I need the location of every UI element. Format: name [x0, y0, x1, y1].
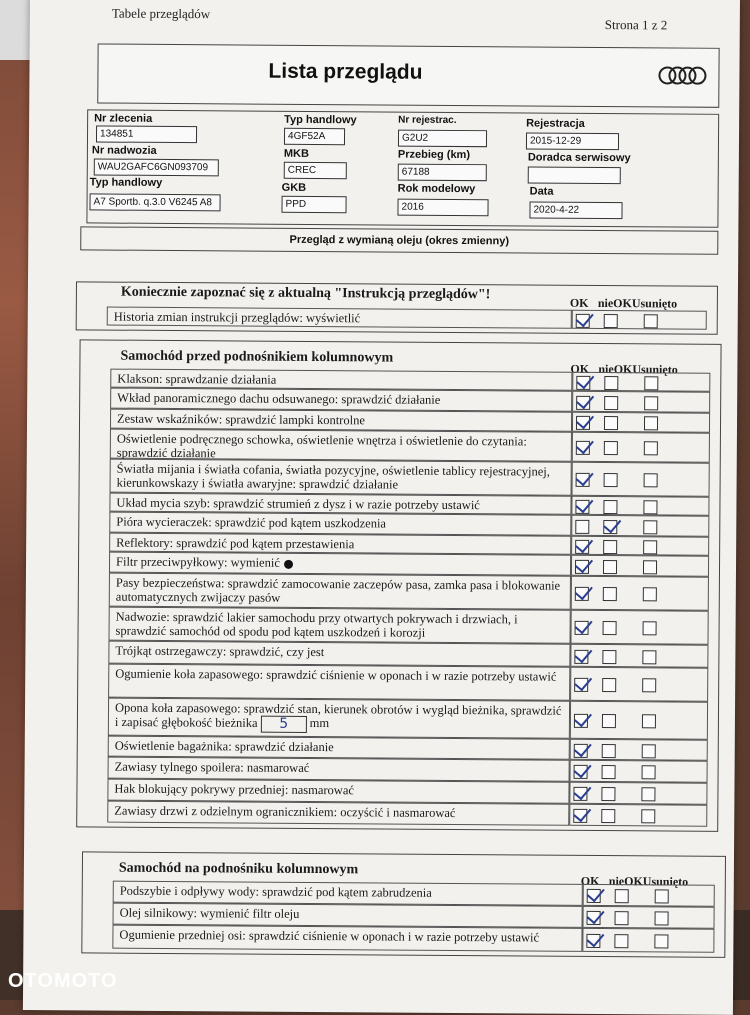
checklist-row — [110, 459, 572, 496]
checklist-row — [107, 801, 569, 826]
checkbox-usuniete[interactable] — [642, 678, 656, 692]
checkbox-cells — [572, 372, 710, 392]
checkbox-cells — [571, 496, 709, 516]
checkbox-cells — [570, 739, 708, 761]
nr-rejestrac-value: G2U2 — [398, 130, 487, 148]
rejestracja-label: Rejestracja — [526, 117, 585, 130]
section-title: Samochód przed podnośnikiem kolumnowym — [120, 348, 394, 366]
mkb-label: MKB — [283, 147, 310, 160]
nr-nadwozia-label: Nr nadwozia — [91, 144, 157, 157]
row-label: Ogumienie koła zapasowego: sprawdzić ciśnienie w oponach i w razie potrzeby ustawić — [115, 666, 557, 684]
column-header-nieok: nieOK — [597, 295, 632, 311]
section-title: Samochód na podnośniku kolumnowym — [118, 860, 359, 878]
audi-rings-icon — [658, 66, 704, 86]
checkbox-nieok[interactable] — [615, 911, 629, 925]
header-left: Tabele przeglądów — [111, 5, 211, 22]
page-number: Strona 1 z 2 — [604, 17, 668, 33]
column-header-ok: OK — [570, 361, 590, 376]
checkbox-nieok[interactable] — [603, 500, 617, 514]
checklist-row — [108, 757, 570, 782]
row-label: Historia zmian instrukcji przeglądów: wyświetlić — [113, 309, 361, 326]
checkbox-nieok[interactable] — [603, 587, 617, 601]
typ-handlowy2-value: A7 Sportb. q.3.0 V6245 A8 — [89, 193, 220, 211]
column-header-usuniete: Usunięto — [631, 296, 678, 311]
checkbox-nieok[interactable] — [602, 714, 616, 728]
row-label: Podszybie i odpływy wody: sprawdzić pod kątem zabrudzenia — [119, 883, 432, 900]
checkbox-usuniete[interactable] — [642, 650, 656, 664]
row-label: Opona koła zapasowego: sprawdzić stan, kierunek obrotów i wygląd bieżnika, sprawdzić i zapisać głębokość bieżnika — [114, 700, 562, 730]
rok-value: 2016 — [397, 199, 488, 217]
column-header-nieok: nieOK — [598, 361, 633, 377]
checkbox-usuniete[interactable] — [643, 540, 657, 554]
checkbox-usuniete[interactable] — [641, 787, 655, 801]
data-label: Data — [529, 185, 554, 198]
row-label: Ogumienie przedniej osi: sprawdzić ciśnienie w oponach i w razie potrzeby ustawić — [119, 927, 540, 945]
checkbox-cells — [570, 701, 708, 740]
checkbox-usuniete[interactable] — [644, 396, 658, 410]
checkbox-nieok[interactable] — [602, 744, 616, 758]
inspection-type-banner: Przegląd z wymianą oleju (okres zmienny) — [80, 226, 718, 254]
checkbox-cells — [571, 576, 709, 611]
checkbox-nieok[interactable] — [603, 560, 617, 574]
row-label: Reflektory: sprawdzić pod kątem przestawienia — [116, 535, 355, 552]
checklist-row — [109, 573, 571, 610]
checkbox-usuniete[interactable] — [643, 560, 657, 574]
checkbox-usuniete[interactable] — [655, 911, 669, 925]
row-label: Nadwozie: sprawdzić lakier samochodu przy otwartych pokrywach i drzwiach, i sprawdzić samochód od spodu pod kątem uszkodzeń i korozji — [115, 609, 518, 640]
checkbox-cells — [572, 462, 710, 497]
checkbox-nieok[interactable] — [601, 787, 615, 801]
row-label: Pasy bezpieczeństwa: sprawdzić zamocowanie zaczepów pasa, zamka pasa i blokowanie automatycznych zwijaczy pasów — [115, 575, 561, 605]
checkbox-usuniete[interactable] — [644, 441, 658, 455]
checklist-row — [108, 698, 570, 739]
checkbox-nieok[interactable] — [604, 396, 618, 410]
checklist-row — [108, 607, 570, 644]
checkbox-cells — [569, 782, 707, 805]
gkb-label: GKB — [281, 181, 307, 194]
row-label: Zestaw wskaźników: sprawdzić lampki kontrolne — [116, 411, 365, 428]
row-label: Zawiasy drzwi z odzielnym ogranicznikiem: oczyścić i nasmarować — [114, 803, 456, 820]
column-header-usuniete: Usunięto — [632, 362, 678, 377]
checklist-row — [107, 307, 572, 329]
checklist-row — [110, 429, 572, 462]
nr-zlecenia-value: 134851 — [96, 125, 197, 143]
checklist-row — [112, 925, 582, 952]
checklist-row — [113, 903, 583, 928]
checkbox-usuniete[interactable] — [643, 520, 657, 534]
checkbox-usuniete[interactable] — [643, 621, 657, 635]
checkbox-usuniete[interactable] — [643, 500, 657, 514]
checklist-row — [108, 641, 570, 667]
data-value: 2020-4-22 — [529, 201, 622, 219]
rok-label: Rok modelowy — [397, 182, 476, 196]
checkbox-nieok[interactable] — [602, 678, 616, 692]
checkbox-cells — [571, 555, 709, 577]
row-label: Filtr przeciwpyłkowy: wymienić — [115, 554, 280, 570]
checkbox-nieok[interactable] — [604, 376, 618, 390]
checkbox-nieok[interactable] — [615, 889, 629, 903]
checkbox-nieok[interactable] — [604, 473, 618, 487]
nr-zlecenia-label: Nr zlecenia — [94, 112, 153, 125]
checkbox-nieok[interactable] — [602, 765, 616, 779]
przebieg-value: 67188 — [398, 164, 487, 182]
column-header-ok: OK — [569, 295, 589, 310]
checklist-section — [76, 339, 721, 831]
checkbox-usuniete[interactable] — [644, 314, 658, 328]
title-box — [97, 43, 719, 107]
row-label: Układ mycia szyb: sprawdzić strumień z dysz i w razie potrzeby ustawić — [116, 495, 480, 513]
row-label: Oświetlenie podręcznego schowka, oświetlenie wnętrza i oświetlenie do czytania: sprawdzić działanie — [116, 431, 527, 461]
checkbox-cells — [570, 667, 708, 702]
row-label: Pióra wycieraczek: sprawdzić pod kątem uszkodzenia — [116, 514, 387, 531]
checkbox-usuniete[interactable] — [642, 744, 656, 758]
checklist-row — [107, 779, 569, 804]
section-title: Koniecznie zapoznać się z aktualną "Instrukcją przeglądów"! — [120, 284, 491, 303]
checkbox-cells — [570, 760, 708, 783]
checkbox-cells — [572, 391, 710, 413]
checklist-row — [108, 664, 570, 701]
checklist-section — [81, 851, 726, 957]
checkbox-nieok[interactable] — [602, 650, 616, 664]
checklist-section — [76, 281, 718, 334]
checkbox-cells — [569, 804, 707, 827]
checkbox-cells — [572, 432, 710, 463]
page-title: Lista przeglądu — [268, 59, 423, 84]
checkbox-nieok[interactable] — [604, 416, 618, 430]
typ-handlowy2-label: Typ handlowy — [89, 176, 163, 189]
row-label: Oświetlenie bagażnika: sprawdzić działanie — [114, 738, 334, 755]
checkbox-ok[interactable] — [575, 520, 589, 534]
row-label: Trójkąt ostrzegawczy: sprawdzić, czy jest — [115, 643, 325, 660]
doradca-value — [528, 166, 621, 184]
checkbox-usuniete[interactable] — [654, 934, 668, 948]
tread-depth-unit: mm — [309, 716, 330, 731]
checkbox-cells — [570, 644, 708, 668]
row-label: Klakson: sprawdzanie działania — [117, 371, 277, 387]
doradca-label: Doradca serwisowy — [527, 151, 631, 165]
otomoto-watermark: OTOMOTO — [8, 970, 118, 992]
typ-handlowy-code: 4GF52A — [284, 128, 345, 145]
tread-depth-field[interactable]: 5 — [261, 716, 307, 733]
nr-rejestrac-label: Nr rejestrac. — [398, 114, 457, 126]
checkbox-nieok[interactable] — [603, 540, 617, 554]
checkbox-usuniete[interactable] — [642, 714, 656, 728]
checkbox-usuniete[interactable] — [655, 889, 669, 903]
nr-nadwozia-value: WAU2GAFC6GN093709 — [94, 158, 219, 176]
row-label: Hak blokujący pokrywy przedniej: nasmarować — [114, 781, 355, 798]
checkbox-usuniete[interactable] — [641, 809, 655, 823]
typ-handlowy-label: Typ handlowy — [284, 113, 357, 127]
mkb-value: CREC — [284, 162, 347, 179]
column-header-ok: OK — [580, 873, 600, 888]
checkbox-usuniete[interactable] — [644, 376, 658, 390]
checkbox-cells — [582, 928, 714, 953]
row-label: Światła mijania i światła cofania, światła pozycyjne, oświetlenie tablicy rejestracyjnej, kierunkowskazy i światła awaryjne: sprawdzić działanie — [116, 461, 550, 492]
inspection-sheet — [23, 0, 740, 1015]
checklist-row — [113, 881, 583, 906]
gkb-value: PPD — [281, 196, 346, 213]
checkbox-nieok[interactable] — [603, 621, 617, 635]
checkbox-usuniete[interactable] — [642, 765, 656, 779]
filled-circle-icon — [284, 559, 293, 568]
checkbox-usuniete[interactable] — [644, 416, 658, 430]
checkbox-nieok[interactable] — [604, 441, 618, 455]
checkbox-usuniete[interactable] — [644, 473, 658, 487]
column-header-nieok: nieOK — [608, 874, 643, 889]
checkbox-cells — [571, 536, 709, 556]
rejestracja-value: 2015-12-29 — [526, 132, 619, 150]
column-header-usuniete: Usunięto — [642, 874, 689, 889]
vehicle-info — [86, 109, 719, 227]
przebieg-label: Przebieg (km) — [397, 148, 471, 162]
checkbox-usuniete[interactable] — [643, 587, 657, 601]
row-label: Olej silnikowy: wymienić filtr oleju — [119, 905, 300, 921]
checkbox-nieok[interactable] — [614, 934, 628, 948]
row-label: Zawiasy tylnego spoilera: nasmarować — [114, 759, 310, 775]
checkbox-nieok[interactable] — [604, 314, 618, 328]
row-label: Wkład panoramicznego dachu odsuwanego: sprawdzić działanie — [117, 390, 441, 407]
checkbox-nieok[interactable] — [601, 809, 615, 823]
checkbox-cells — [571, 515, 709, 537]
checkbox-cells — [570, 610, 708, 645]
